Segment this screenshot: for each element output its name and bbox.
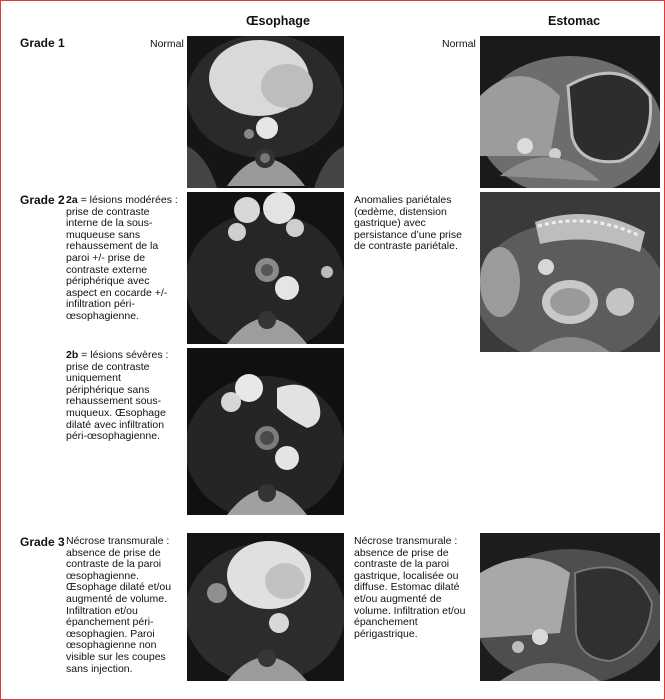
- ct-image-grade3-oesophage: [187, 533, 344, 681]
- ct-image-grade2-estomac: [480, 192, 660, 352]
- grade-2-label: Grade 2: [20, 193, 65, 207]
- ct-image-grade3-estomac: [480, 533, 660, 681]
- grade-2b-prefix: 2b: [66, 349, 79, 361]
- grade-2b-description: [66, 350, 182, 443]
- grade-1-estomac-normal: Normal: [442, 38, 476, 50]
- ct-image-grade1-estomac: [480, 36, 660, 188]
- grade-2a-prefix: 2a: [66, 194, 78, 206]
- grade-2a-text: = lésions modérées : prise de contraste interne de la sous-muqueuse sans rehaussement de la paroi +/- prise de contraste externe périphérique avec aspect en cocarde +/- infiltration péri-œsophagienne.: [66, 194, 178, 322]
- grade-2-estomac-description: Anomalies pariétales (œdème, distension gastrique) avec persistance d’une prise de contraste pariétale.: [354, 194, 462, 253]
- ct-image-grade2a-oesophage: [187, 192, 344, 344]
- grade-3-label: Grade 3: [20, 535, 65, 549]
- header-estomac: Estomac: [548, 14, 601, 28]
- grade-1-oesophage-normal: Normal: [150, 38, 184, 50]
- header-oesophage: Œsophage: [246, 14, 310, 28]
- grade-3-oesophage-description: Nécrose transmurale : absence de prise de contraste de la paroi œsophagienne. Œsophage dilaté et/ou augmenté de volume. Infiltration et/ou épanchement péri-œsophagien. Paroi œsophagienne non visible sur les coupes sans injection.: [66, 535, 172, 675]
- grade-2b-text: = lésions sévères : prise de contraste uniquement périphérique sans rehaussement sous-muqueux. Œsophage dilaté avec infiltration péri-œsophagienne.: [66, 349, 169, 443]
- grade-1-label: Grade 1: [20, 36, 65, 50]
- grade-3-estomac-description: Nécrose transmurale : absence de prise de contraste de la paroi gastrique, localisée ou diffuse. Estomac dilaté et/ou augmenté de volume. Infiltration et/ou épanchement périgastrique.: [354, 535, 466, 640]
- ct-image-grade1-oesophage: [187, 36, 344, 188]
- grade-2a-description: [66, 195, 182, 323]
- ct-image-grade2b-oesophage: [187, 348, 344, 515]
